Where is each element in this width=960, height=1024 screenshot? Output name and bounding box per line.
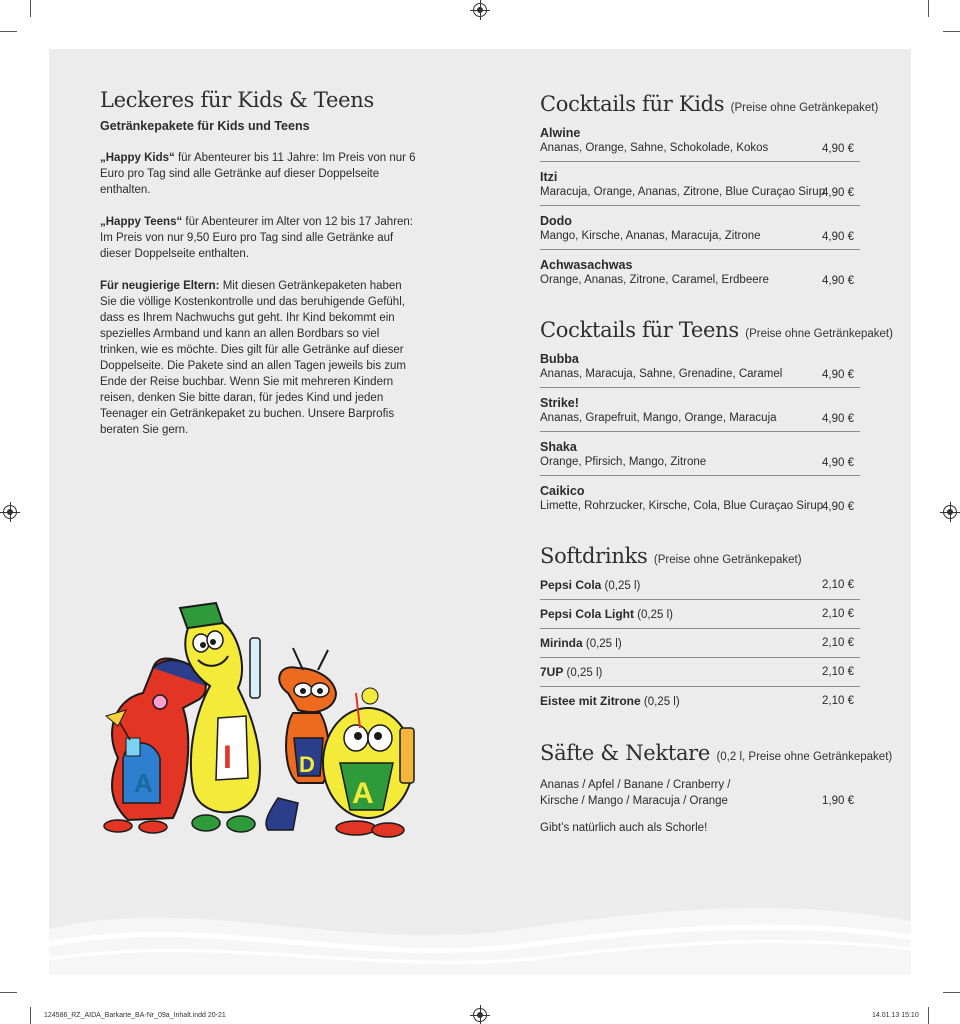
crop-mark: [943, 31, 960, 32]
drink-name: Mirinda: [540, 636, 583, 650]
red-character: [104, 659, 206, 833]
drink-size: (0,25 l): [563, 667, 603, 679]
drink-price: 2,10 €: [822, 695, 854, 707]
list-item: [540, 687, 860, 716]
crop-mark: [928, 1007, 929, 1024]
drink-size: (0,25 l): [640, 696, 680, 708]
juices-heading: [540, 741, 893, 765]
registration-mark-icon: [473, 3, 487, 17]
letter-i: I: [223, 739, 232, 775]
crop-mark: [0, 31, 17, 32]
page-title: Leckeres für Kids & Teens: [100, 88, 374, 112]
happy-teens-label: „Happy Teens“: [100, 216, 183, 228]
drink-price: 4,90 €: [822, 275, 854, 287]
print-slug-file: 124586_RZ_AIDA_Barkarte_BA-Nr_09a_Inhalt.indd 20-21: [44, 1012, 226, 1019]
drink-name: Eistee mit Zitrone: [540, 694, 641, 708]
crop-mark: [0, 992, 17, 993]
drink-ingredients: Orange, Pfirsich, Mango, Zitrone: [540, 456, 707, 468]
juices-price: 1,90 €: [822, 795, 854, 807]
juices-note: (0,2 l, Preise ohne Getränkepaket): [716, 751, 893, 763]
teens-cocktails-title: Cocktails für Teens: [540, 318, 739, 342]
drink-ingredients: Mango, Kirsche, Ananas, Maracuja, Zitrone: [540, 230, 761, 242]
letter-a-2: A: [352, 777, 374, 810]
section-subtitle: Getränkepakete für Kids und Teens: [100, 119, 310, 133]
juices-line-2: Kirsche / Mango / Maracuja / Orange: [540, 795, 728, 807]
print-slug-date: 14.01.13 15:10: [872, 1012, 919, 1019]
drink-price: 2,10 €: [822, 579, 854, 591]
kids-cocktails-section: [540, 92, 879, 301]
list-item: [540, 258, 860, 293]
registration-mark-icon: [473, 1008, 487, 1022]
juices-section: [540, 741, 893, 834]
teens-cocktails-section: [540, 318, 893, 527]
teens-cocktails-note: (Preise ohne Getränkepaket): [745, 328, 893, 340]
list-item: [540, 658, 860, 687]
drink-ingredients: Ananas, Maracuja, Sahne, Grenadine, Caramel: [540, 368, 783, 380]
drink-name: Pepsi Cola Light: [540, 607, 635, 621]
drink-name: Bubba: [540, 352, 579, 366]
drink-name: Caikico: [540, 484, 585, 498]
crop-mark: [30, 1007, 31, 1024]
softdrinks-note: (Preise ohne Getränkepaket): [653, 554, 802, 566]
drink-price: 2,10 €: [822, 637, 854, 649]
happy-kids-paragraph: [100, 150, 420, 198]
drink-ingredients: Limette, Rohrzucker, Kirsche, Cola, Blue Curaçao Sirup: [540, 500, 824, 512]
orange-character: [266, 648, 336, 830]
registration-mark-icon: [3, 505, 17, 519]
yellow-character: [180, 603, 260, 832]
juices-title: Säfte & Nektare: [540, 741, 711, 765]
drink-ingredients: Maracuja, Orange, Ananas, Zitrone, Blue Curaçao Sirup: [540, 186, 826, 198]
drink-name: Itzi: [540, 170, 558, 184]
list-item: [540, 352, 860, 388]
drink-name: Pepsi Cola: [540, 578, 602, 592]
drink-price: 4,90 €: [822, 457, 854, 469]
happy-kids-label: „Happy Kids“: [100, 152, 175, 164]
juices-line-1: Ananas / Apfel / Banane / Cranberry /: [540, 779, 731, 791]
happy-kids-text: für Abenteurer bis 11 Jahre: Im Preis von nur 6 Euro pro Tag sind alle Getränke auf dieser Doppelseite enthalten.: [100, 152, 416, 196]
kids-cocktails-note: (Preise ohne Getränkepaket): [730, 102, 879, 114]
parents-paragraph: [100, 278, 420, 438]
kids-cocktails-title: Cocktails für Kids: [540, 92, 725, 116]
drink-size: (0,25 l): [582, 638, 622, 650]
drink-size: (0,25 l): [601, 580, 641, 592]
crop-mark: [943, 992, 960, 993]
aida-characters-illustration: [98, 598, 428, 848]
happy-teens-text: für Abenteurer im Alter von 12 bis 17 Jahren: Im Preis von nur 9,50 Euro pro Tag sind alle Getränke auf dieser Doppelseite enthalten.: [100, 216, 414, 260]
drink-name: Shaka: [540, 440, 577, 454]
list-item: [540, 396, 860, 432]
yellow-green-character: [323, 688, 414, 837]
drink-price: 4,90 €: [822, 501, 854, 513]
list-item: [540, 484, 860, 519]
list-item: [540, 571, 860, 600]
drink-ingredients: Orange, Ananas, Zitrone, Caramel, Erdbeere: [540, 274, 769, 286]
drink-name: Strike!: [540, 396, 579, 410]
drink-name: Achwasachwas: [540, 258, 633, 272]
list-item: [540, 440, 860, 476]
drink-ingredients: Ananas, Grapefruit, Mango, Orange, Maracuja: [540, 412, 777, 424]
drink-price: 4,90 €: [822, 369, 854, 381]
drink-price: 4,90 €: [822, 413, 854, 425]
letter-a-1: A: [134, 768, 153, 798]
list-item: [540, 126, 860, 162]
drink-name: 7UP: [540, 665, 564, 679]
parents-text: Mit diesen Getränkepaketen haben Sie die völlige Kostenkontrolle und das beruhigende Gefühl, dass es Ihrem Nachwuchs gut geht. Ihr Kind bekommt ein spezielles Armband und kann an allen Bordbars so viel trinken, wie es möchte. Dies gilt für alle Getränke auf dieser Doppelseite. Die Pakete sind an allen Tagen jeweils bis zum Ende der Reise buchbar. Wenn Sie mit mehreren Kindern reisen, denken Sie bitte daran, für jedes Kind und jeden Teenager ein Getränkepaket zu buchen. Unsere Barprofis beraten Sie gern.: [100, 280, 406, 436]
list-item: [540, 629, 860, 658]
crop-mark: [30, 0, 31, 17]
list-item: [540, 600, 860, 629]
drink-name: Alwine: [540, 126, 581, 140]
softdrinks-section: [540, 544, 860, 716]
drink-price: 2,10 €: [822, 608, 854, 620]
drink-size: (0,25 l): [634, 609, 674, 621]
list-item: [540, 214, 860, 250]
softdrinks-title: Softdrinks: [540, 544, 648, 568]
softdrinks-heading: [540, 544, 860, 568]
kids-teens-intro: [100, 88, 420, 454]
juices-list: [540, 777, 860, 809]
drink-price: 4,90 €: [822, 143, 854, 155]
happy-teens-paragraph: [100, 214, 420, 262]
drink-price: 4,90 €: [822, 187, 854, 199]
juices-footer: Gibt’s natürlich auch als Schorle!: [540, 822, 708, 834]
kids-cocktails-heading: [540, 92, 879, 116]
drink-ingredients: Ananas, Orange, Sahne, Schokolade, Kokos: [540, 142, 769, 154]
letter-d: D: [299, 752, 315, 777]
teens-cocktails-heading: [540, 318, 893, 342]
parents-label: Für neugierige Eltern:: [100, 280, 220, 292]
list-item: [540, 170, 860, 206]
drink-name: Dodo: [540, 214, 572, 228]
drink-price: 2,10 €: [822, 666, 854, 678]
crop-mark: [928, 0, 929, 17]
drink-price: 4,90 €: [822, 231, 854, 243]
registration-mark-icon: [943, 505, 957, 519]
